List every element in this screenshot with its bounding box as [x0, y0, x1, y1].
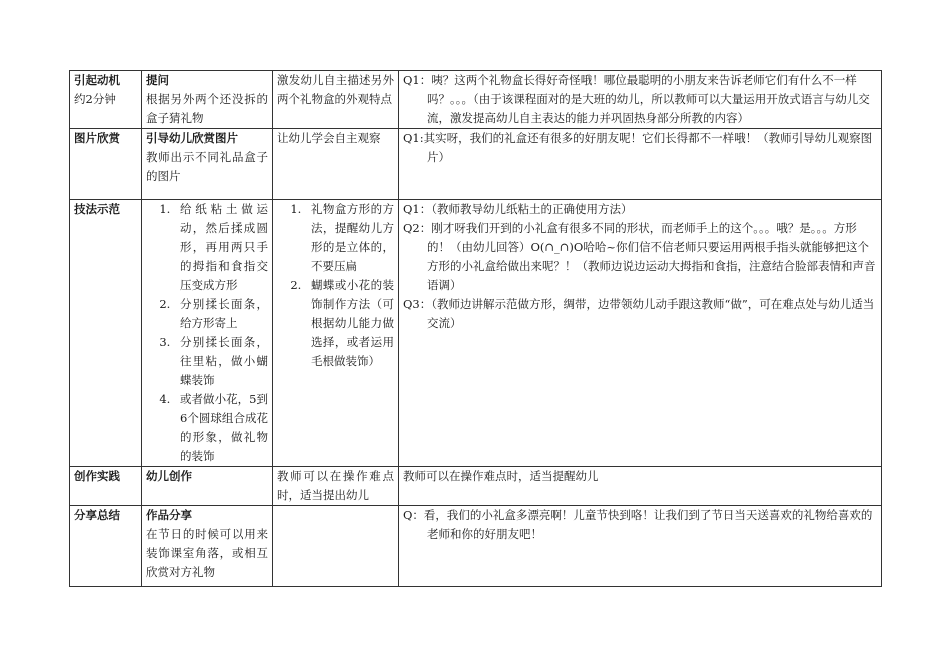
list-item: 2. 蝴蝶或小花的装饰制作方法（可根据幼儿能力做选择，或者运用毛根做装饰）: [305, 276, 394, 371]
activity-title: 作品分享: [146, 508, 192, 522]
process-line: Q2：刚才呀我们开到的小礼盒有很多不同的形状，而老师手上的这个。。。哦？是。。。方形的！（由幼儿回答）O(∩_∩)O哈哈~你们信不信老师只要运用两根手指头就能够把这个方形的小礼盒给做出来呢？！（教师边说边运动大拇指和食指，注意结合脸部表情和声音语调）: [403, 221, 876, 292]
goal-steps-list: [277, 200, 394, 371]
stage-title: 创作实践: [74, 469, 120, 483]
stage-note: 约2分钟: [74, 92, 116, 106]
activity-desc: 根据另外两个还没拆的盒子猜礼物: [146, 92, 268, 125]
activity-title: 幼儿创作: [146, 469, 192, 483]
stage-title: 图片欣赏: [74, 131, 120, 145]
goal-cell: 让幼儿学会自主观察: [273, 129, 399, 200]
activity-title: 提问: [146, 73, 169, 87]
stage-title: 引起动机: [74, 73, 120, 87]
list-item: 1. 给纸粘土做运动，然后揉成圆形，再用两只手的拇指和食指交压变成方形: [174, 200, 268, 295]
stage-cell: [70, 467, 142, 506]
activity-desc: 在节日的时候可以用来装饰课室角落，或相互欣赏对方礼物: [146, 527, 268, 579]
table-row: [70, 200, 882, 467]
goal-cell: 激发幼儿自主描述另外两个礼物盒的外观特点: [273, 71, 399, 129]
process-cell: [399, 506, 882, 587]
table-row: [70, 71, 882, 129]
stage-cell: [70, 129, 142, 200]
steps-list: [146, 200, 268, 466]
goal-cell: 教师可以在操作难点时，适当提出幼儿: [273, 467, 399, 506]
list-item: 3. 分别揉长面条，往里粘，做小蝴蝶装饰: [174, 333, 268, 390]
table-row: [70, 467, 882, 506]
lesson-plan-table: [69, 70, 882, 587]
table-row: [70, 129, 882, 200]
steps-cell: [142, 200, 273, 467]
stage-title: 分享总结: [74, 508, 120, 522]
process-cell: [399, 467, 882, 506]
stage-cell: [70, 200, 142, 467]
goal-cell: [273, 506, 399, 587]
list-item: 2. 分别揉长面条，给方形寄上: [174, 295, 268, 333]
stage-title: 技法示范: [74, 202, 120, 216]
stage-cell: [70, 71, 142, 129]
process-line: Q1:其实呀，我们的礼盒还有很多的好朋友呢！它们长得都不一样哦！（教师引导幼儿观察图片）: [403, 131, 873, 164]
process-cell: [399, 129, 882, 200]
activity-desc: 教师出示不同礼品盒子的图片: [146, 150, 268, 183]
process-line: Q：看，我们的小礼盒多漂亮啊！儿童节快到咯！让我们到了节日当天送喜欢的礼物给喜欢的老师和你的好朋友吧！: [403, 508, 873, 541]
process-cell: [399, 71, 882, 129]
process-cell: [399, 200, 882, 467]
activity-title: 引导幼儿欣赏图片: [146, 131, 238, 145]
process-line: Q3：（教师边讲解示范做方形，绸带，边带领幼儿动手跟这教师“做”，可在难点处与幼儿适当交流）: [403, 297, 875, 330]
list-item: 4. 或者做小花，5到6个圆球组合成花的形象，做礼物的装饰: [174, 390, 268, 466]
activity-cell: [142, 71, 273, 129]
table-row: [70, 506, 882, 587]
activity-cell: [142, 506, 273, 587]
activity-cell: [142, 129, 273, 200]
activity-cell: [142, 467, 273, 506]
process-line: Q1：咦？这两个礼物盒长得好奇怪哦！哪位最聪明的小朋友来告诉老师它们有什么不一样吗？。。。（由于该课程面对的是大班的幼儿，所以教师可以大量运用开放式语言与幼儿交流，激发提高幼儿自主表达的能力并巩固热身部分所教的内容）: [403, 73, 870, 125]
goal-cell: [273, 200, 399, 467]
stage-cell: [70, 506, 142, 587]
process-line: Q1：（教师教导幼儿纸粘土的正确使用方法）: [403, 202, 633, 216]
list-item: 1. 礼物盒方形的方法，提醒幼儿方形的是立体的，不要压扁: [305, 200, 394, 276]
process-line: 教师可以在操作难点时，适当提醒幼儿: [403, 469, 599, 483]
